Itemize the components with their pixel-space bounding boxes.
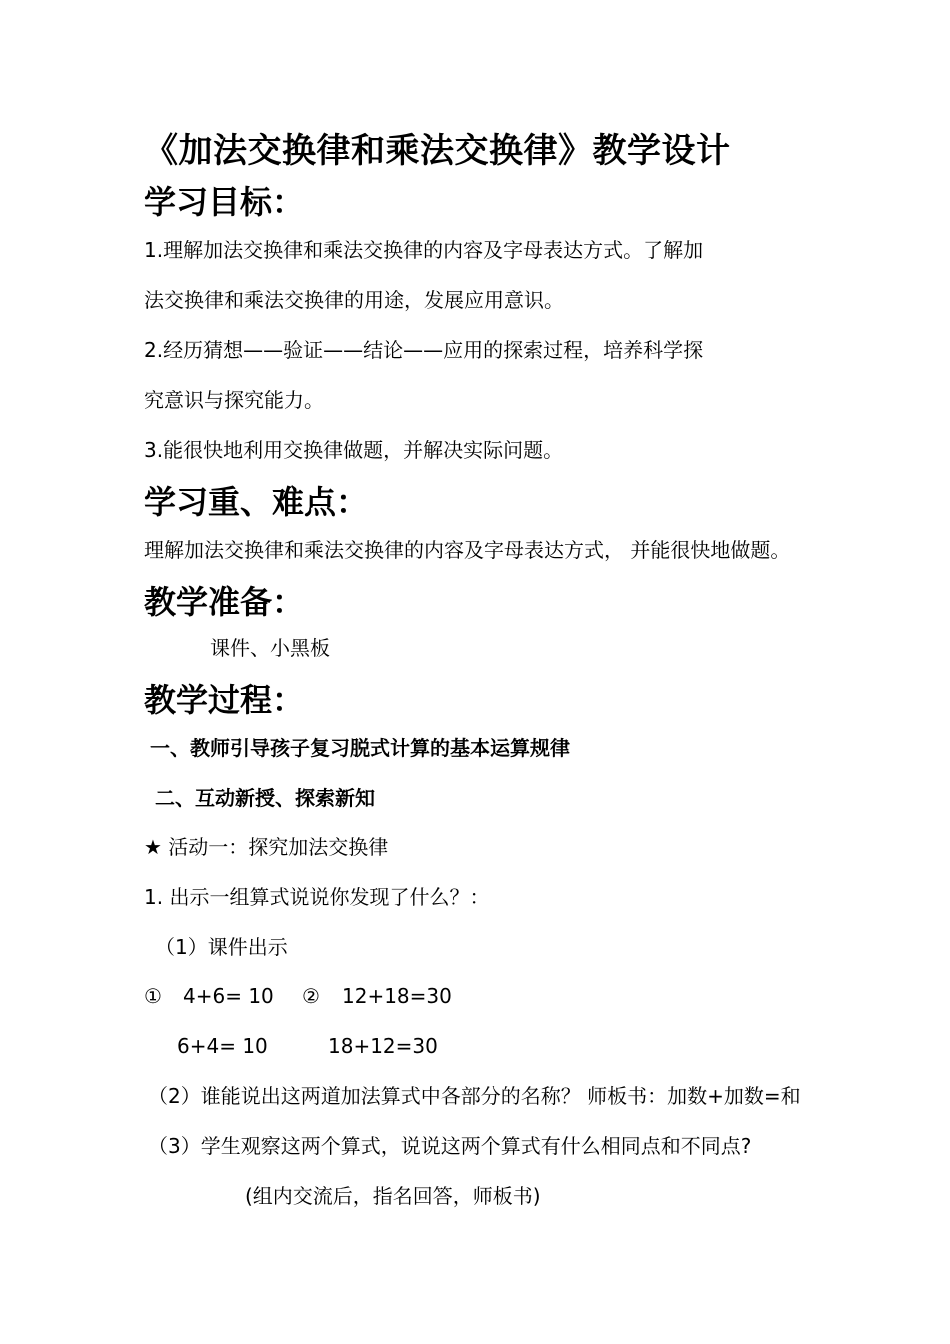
- activity-one: ★ 活动一：探究加法交换律: [144, 835, 389, 859]
- key-points-text: 理解加法交换律和乘法交换律的内容及字母表达方式， 并能很快地做题。: [144, 538, 791, 562]
- step-one: 1. 出示一组算式说说你发现了什么？：: [144, 885, 490, 909]
- circled-number-2: ②: [302, 984, 320, 1008]
- equation-1b: 6+4= 10: [177, 1034, 268, 1058]
- sub-step-1: （1）课件出示: [155, 935, 288, 959]
- equation-1a: 4+6= 10: [183, 984, 274, 1008]
- page-title: 《加法交换律和乘法交换律》教学设计: [144, 131, 731, 171]
- objective-line-1: 1.理解加法交换律和乘法交换律的内容及字母表达方式。了解加: [144, 238, 704, 262]
- objective-line-5: 3.能很快地利用交换律做题，并解决实际问题。: [144, 438, 564, 462]
- objectives-heading: 学习目标：: [144, 183, 305, 221]
- section-one: 一、教师引导孩子复习脱式计算的基本运算规律: [150, 736, 570, 760]
- sub-step-2: （2）谁能说出这两道加法算式中各部分的名称？ 师板书：加数+加数=和: [148, 1084, 801, 1108]
- circled-number-1: ①: [144, 984, 162, 1008]
- key-points-heading: 学习重、难点：: [144, 483, 369, 521]
- equation-2b: 18+12=30: [328, 1034, 438, 1058]
- equation-2a: 12+18=30: [342, 984, 452, 1008]
- objective-line-2: 法交换律和乘法交换律的用途，发展应用意识。: [144, 288, 564, 312]
- process-heading: 教学过程：: [144, 681, 305, 719]
- objective-line-3: 2.经历猜想——验证——结论——应用的探索过程，培养科学探: [144, 338, 704, 362]
- sub-step-3: （3）学生观察这两个算式，说说这两个算式有什么相同点和不同点?: [148, 1134, 752, 1158]
- section-two: 二、互动新授、探索新知: [155, 786, 375, 810]
- objective-line-4: 究意识与探究能力。: [144, 388, 324, 412]
- discussion-note: (组内交流后，指名回答，师板书): [245, 1184, 541, 1208]
- preparation-text: 课件、小黑板: [210, 636, 330, 660]
- preparation-heading: 教学准备：: [144, 583, 305, 621]
